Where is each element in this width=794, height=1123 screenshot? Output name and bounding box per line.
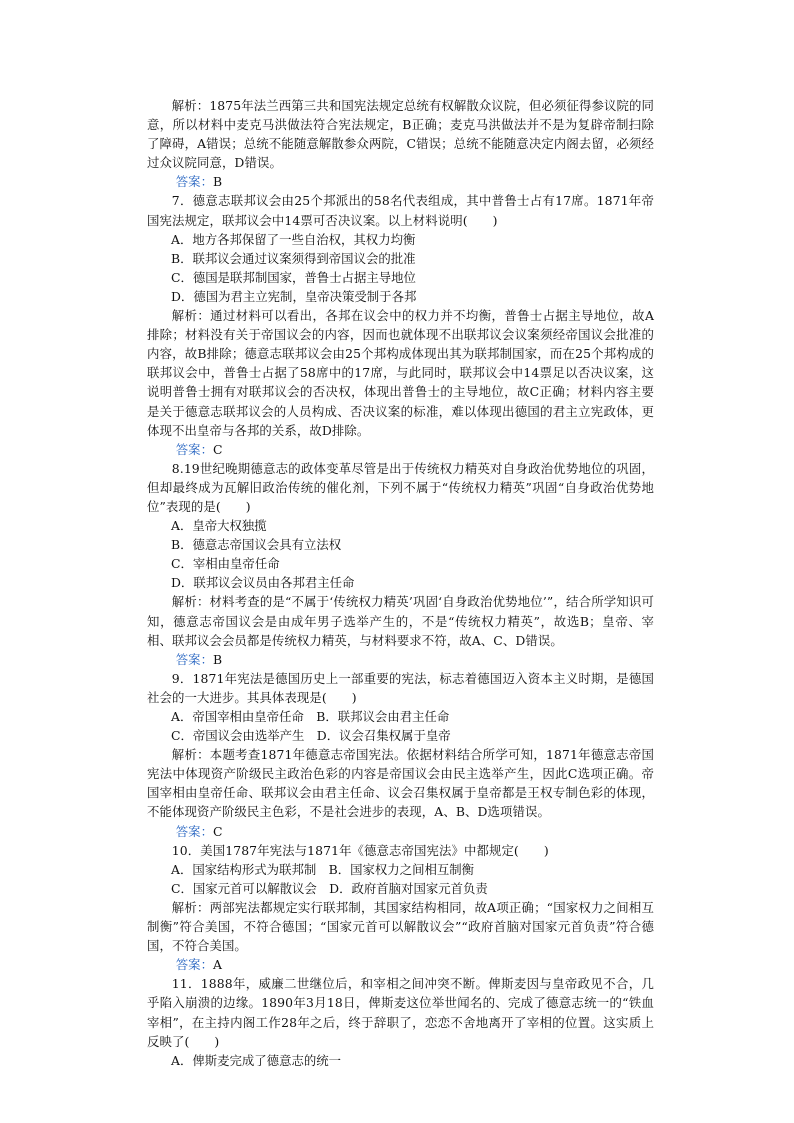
answer-value: B [212, 174, 223, 190]
option-line: C．德国是联邦制国家，普鲁士占据主导地位 [171, 269, 416, 285]
answer-value: A [212, 957, 222, 973]
answer-line [147, 822, 654, 841]
paragraph: 解析：本题考查1871年德意志帝国宪法。依据材料结合所学可知，1871年德意志帝国宪法中体现资产阶级民主政治色彩的内容是帝国议会由民主选举产生，因此C选项正确。帝国宰相由皇帝任命、联邦议会由君主任命、议会召集权属于皇帝都是王权专制色彩的体现，不能体现资产阶级民主色彩，不是社会进步的表现，A、B、D选项错误。 [147, 747, 654, 820]
paragraph: 解析：通过材料可以看出，各邦在议会中的权力并不均衡，普鲁士占据主导地位，故A排除；材料没有关于帝国议会的内容，因而也就体现不出联邦议会议案须经帝国议会批准的内容，故B排除；德意志联邦议会由25个邦构成体现出其为联邦制国家，而在25个邦构成的联邦议会中，普鲁士占据了58席中的17席，与此同时，联邦议会中14票足以否决议案，这说明普鲁士拥有对联邦议会的否决权，体现出普鲁士的主导地位，故C正确；材料内容主要是关于德意志联邦议会的人员构成、否决议案的标准，难以体现出德国的君主立宪政体，更体现不出皇帝与各邦的关系，故D排除。 [147, 308, 654, 438]
option-line: B．联邦议会通过议案须得到帝国议会的批准 [171, 250, 416, 266]
option-line: A．俾斯麦完成了德意志的统一 [171, 1052, 342, 1068]
answer-label: 答案： [175, 441, 213, 457]
paragraph: 解析：1875年法兰西第三共和国宪法规定总统有权解散众议院，但必须征得参议院的同意，所以材料中麦克马洪做法符合宪法规定，B正确；麦克马洪做法并不是为复辟帝制扫除了障碍，A错误；总统不能随意解散参众两院，C错误；总统不能随意决定内阁去留，必须经过众议院同意，D错误。 [147, 98, 654, 171]
paragraph: 8.19世纪晚期德意志的政体变革尽管是出于传统权力精英对自身政治优势地位的巩固，但却最终成为瓦解旧政治传统的催化剂，下列不属于“传统权力精英”巩固“自身政治优势地位”表现的是( ) [147, 460, 654, 514]
option-line: A．帝国宰相由皇帝任命 B．联邦议会由君主任命 [171, 709, 450, 724]
paragraph: 解析：材料考查的是“不属于‘传统权力精英’巩固‘自身政治优势地位’”，结合所学知识可知，德意志帝国议会是由成年男子选举产生的，不是“传统权力精英”，故选B；皇帝、宰相、联邦议会会员都是传统权力精英，与材料要求不符，故A、C、D错误。 [147, 594, 654, 648]
paragraph: 10．美国1787年宪法与1871年《德意志帝国宪法》中都规定( ) [171, 842, 549, 858]
answer-line [147, 955, 654, 974]
paragraph: 9．1871年宪法是德国历史上一部重要的宪法，标志着德国迈入资本主义时期，是德国社会的一大进步。其具体表现是( ) [147, 670, 654, 705]
option-line: D．德国为君主立宪制，皇帝决策受制于各邦 [171, 288, 417, 304]
answer-line [147, 172, 654, 191]
option-line: C．国家元首可以解散议会 D．政府首脑对国家元首负责 [171, 880, 488, 896]
answer-label: 答案： [175, 651, 213, 667]
option-line: A．地方各邦保留了一些自治权，其权力均衡 [171, 231, 416, 247]
answer-label: 答案： [175, 957, 213, 973]
option-line: D．联邦议会议员由各邦君主任命 [171, 575, 355, 591]
answer-line [147, 650, 654, 669]
answer-value: C [212, 441, 223, 457]
option-line: C．帝国议会由选举产生 D．议会召集权属于皇帝 [171, 728, 451, 744]
option-line: A．国家结构形式为联邦制 B．国家权力之间相互制衡 [171, 861, 475, 877]
answer-label: 答案： [175, 174, 213, 190]
paragraph: 11．1888年，威廉二世继位后，和宰相之间冲突不断。俾斯麦因与皇帝政见不合，几乎陷入崩溃的边缘。1890年3月18日，俾斯麦这位举世闻名的、完成了德意志统一的“铁血宰相”，在主持内阁工作28年之后，终于辞职了，恋恋不舍地离开了宰相的位置。这实质上反映了( ) [147, 976, 654, 1049]
option-line: C．宰相由皇帝任命 [171, 556, 280, 572]
answer-value: C [212, 823, 223, 839]
answer-label: 答案： [175, 823, 213, 839]
paragraph: 解析：两部宪法都规定实行联邦制，其国家结构相同，故A项正确；“国家权力之间相互制衡”符合美国，不符合德国；“国家元首可以解散议会”“政府首脑对国家元首负责”符合德国，不符合美国。 [147, 899, 654, 954]
answer-value: B [212, 651, 223, 667]
answer-line [147, 440, 654, 459]
paragraph: 7．德意志联邦议会由25个邦派出的58名代表组成，其中普鲁士占有17席。1871年帝国宪法规定，联邦议会中14票可否决议案。以上材料说明( ) [147, 193, 654, 228]
option-line: B．德意志帝国议会具有立法权 [171, 537, 342, 553]
option-line: A．皇帝大权独揽 [171, 518, 267, 534]
